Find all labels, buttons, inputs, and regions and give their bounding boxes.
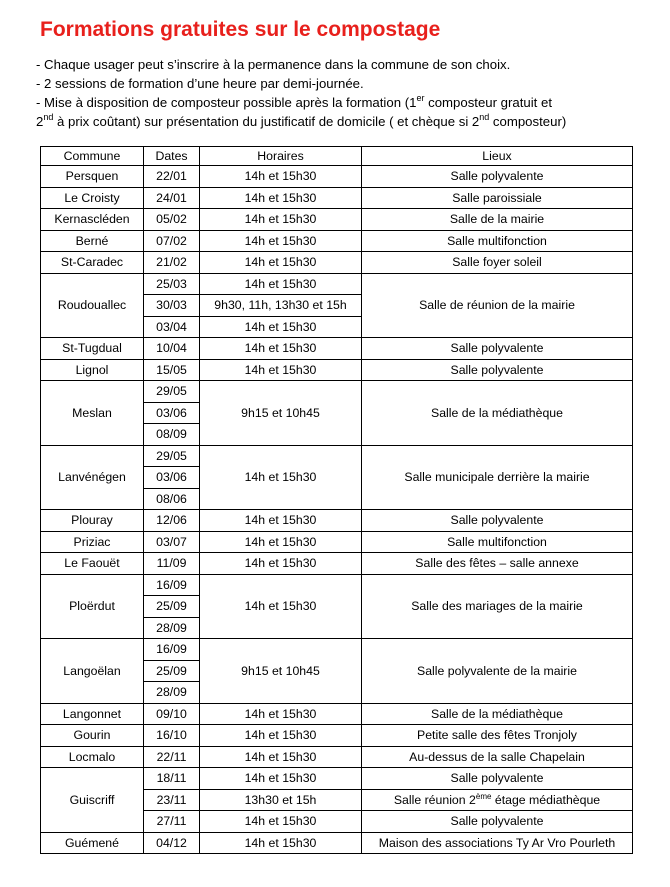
table-row <box>41 832 633 854</box>
date-cell: 27/11 <box>144 811 200 833</box>
intro-line: - 2 sessions de formation d’une heure par demi-journée. <box>36 76 364 91</box>
table-row <box>41 338 633 360</box>
lieu-cell: Salle polyvalente <box>362 768 633 790</box>
horaire-cell: 14h et 15h30 <box>200 359 362 381</box>
commune-cell: Locmalo <box>41 746 144 768</box>
table-row <box>41 209 633 231</box>
commune-cell: Le Faouët <box>41 553 144 575</box>
horaire-cell: 9h15 et 10h45 <box>200 639 362 704</box>
lieu-cell: Salle des fêtes – salle annexe <box>362 553 633 575</box>
horaire-cell: 14h et 15h30 <box>200 230 362 252</box>
column-header-lieux: Lieux <box>362 147 633 166</box>
table-row <box>41 725 633 747</box>
date-cell: 30/03 <box>144 295 200 317</box>
horaire-cell: 14h et 15h30 <box>200 531 362 553</box>
horaire-cell: 14h et 15h30 <box>200 273 362 295</box>
horaire-cell: 14h et 15h30 <box>200 832 362 854</box>
date-cell: 22/01 <box>144 166 200 188</box>
date-cell: 03/04 <box>144 316 200 338</box>
lieu-cell: Salle polyvalente <box>362 811 633 833</box>
date-cell: 29/05 <box>144 381 200 403</box>
table-row <box>41 252 633 274</box>
table-row <box>41 531 633 553</box>
commune-cell: Guémené <box>41 832 144 854</box>
commune-cell: Berné <box>41 230 144 252</box>
horaire-cell: 14h et 15h30 <box>200 209 362 231</box>
date-cell: 03/06 <box>144 467 200 489</box>
commune-cell: Le Croisty <box>41 187 144 209</box>
commune-cell: Lanvénégen <box>41 445 144 510</box>
commune-cell: Guiscriff <box>41 768 144 833</box>
commune-cell: Plouray <box>41 510 144 532</box>
table-row <box>41 553 633 575</box>
date-cell: 23/11 <box>144 789 200 811</box>
table-row <box>41 359 633 381</box>
intro-line: - Chaque usager peut s’inscrire à la permanence dans la commune de son choix. <box>36 57 511 72</box>
date-cell: 04/12 <box>144 832 200 854</box>
date-cell: 08/09 <box>144 424 200 446</box>
horaire-cell: 9h30, 11h, 13h30 et 15h <box>200 295 362 317</box>
date-cell: 18/11 <box>144 768 200 790</box>
horaire-cell: 14h et 15h30 <box>200 187 362 209</box>
date-cell: 08/06 <box>144 488 200 510</box>
commune-cell: Ploërdut <box>41 574 144 639</box>
commune-cell: St-Tugdual <box>41 338 144 360</box>
horaire-cell: 14h et 15h30 <box>200 338 362 360</box>
lieu-cell: Salle polyvalente <box>362 338 633 360</box>
table-row <box>41 445 633 467</box>
intro-line: - Mise à disposition de composteur possible après la formation (1er composteur gratuit et <box>36 93 552 110</box>
date-cell: 16/09 <box>144 639 200 661</box>
table-header-row <box>41 147 633 166</box>
lieu-cell: Petite salle des fêtes Tronjoly <box>362 725 633 747</box>
lieu-cell: Maison des associations Ty Ar Vro Pourleth <box>362 832 633 854</box>
table-row <box>41 187 633 209</box>
date-cell: 29/05 <box>144 445 200 467</box>
horaire-cell: 14h et 15h30 <box>200 316 362 338</box>
column-header-dates: Dates <box>144 147 200 166</box>
commune-cell: Langonnet <box>41 703 144 725</box>
lieu-cell: Salle multifonction <box>362 531 633 553</box>
date-cell: 15/05 <box>144 359 200 381</box>
horaire-cell: 14h et 15h30 <box>200 510 362 532</box>
lieu-cell: Salle polyvalente <box>362 166 633 188</box>
date-cell: 09/10 <box>144 703 200 725</box>
commune-cell: Roudouallec <box>41 273 144 338</box>
table-body <box>41 166 633 854</box>
commune-cell: Kernascléden <box>41 209 144 231</box>
lieu-cell: Salle municipale derrière la mairie <box>362 445 633 510</box>
lieu-cell: Salle paroissiale <box>362 187 633 209</box>
date-cell: 28/09 <box>144 682 200 704</box>
horaire-cell: 13h30 et 15h <box>200 789 362 811</box>
lieu-cell: Salle polyvalente <box>362 510 633 532</box>
horaire-cell: 14h et 15h30 <box>200 553 362 575</box>
commune-cell: Gourin <box>41 725 144 747</box>
date-cell: 25/09 <box>144 660 200 682</box>
table-row <box>41 230 633 252</box>
date-cell: 24/01 <box>144 187 200 209</box>
lieu-cell: Salle réunion 2ème étage médiathèque <box>362 789 633 811</box>
table-row <box>41 166 633 188</box>
schedule-table <box>40 146 633 854</box>
date-cell: 16/10 <box>144 725 200 747</box>
date-cell: 22/11 <box>144 746 200 768</box>
horaire-cell: 14h et 15h30 <box>200 725 362 747</box>
table-row <box>41 273 633 295</box>
date-cell: 21/02 <box>144 252 200 274</box>
commune-cell: St-Caradec <box>41 252 144 274</box>
horaire-cell: 14h et 15h30 <box>200 703 362 725</box>
commune-cell: Meslan <box>41 381 144 446</box>
horaire-cell: 9h15 et 10h45 <box>200 381 362 446</box>
table-row <box>41 510 633 532</box>
date-cell: 05/02 <box>144 209 200 231</box>
commune-cell: Priziac <box>41 531 144 553</box>
lieu-cell: Salle de réunion de la mairie <box>362 273 633 338</box>
column-header-horaires: Horaires <box>200 147 362 166</box>
lieu-cell: Salle polyvalente <box>362 359 633 381</box>
lieu-cell: Salle de la médiathèque <box>362 381 633 446</box>
horaire-cell: 14h et 15h30 <box>200 768 362 790</box>
horaire-cell: 14h et 15h30 <box>200 166 362 188</box>
lieu-cell: Au-dessus de la salle Chapelain <box>362 746 633 768</box>
horaire-cell: 14h et 15h30 <box>200 746 362 768</box>
horaire-cell: 14h et 15h30 <box>200 811 362 833</box>
lieu-cell: Salle des mariages de la mairie <box>362 574 633 639</box>
table-row <box>41 381 633 403</box>
column-header-commune: Commune <box>41 147 144 166</box>
horaire-cell: 14h et 15h30 <box>200 445 362 510</box>
date-cell: 07/02 <box>144 230 200 252</box>
table-row <box>41 574 633 596</box>
table-row <box>41 746 633 768</box>
date-cell: 28/09 <box>144 617 200 639</box>
intro-text <box>36 55 566 131</box>
date-cell: 25/09 <box>144 596 200 618</box>
horaire-cell: 14h et 15h30 <box>200 252 362 274</box>
date-cell: 03/07 <box>144 531 200 553</box>
lieu-cell: Salle de la médiathèque <box>362 703 633 725</box>
commune-cell: Persquen <box>41 166 144 188</box>
table-row <box>41 639 633 661</box>
lieu-cell: Salle polyvalente de la mairie <box>362 639 633 704</box>
lieu-cell: Salle de la mairie <box>362 209 633 231</box>
table-row <box>41 703 633 725</box>
date-cell: 16/09 <box>144 574 200 596</box>
intro-line: 2nd à prix coûtant) sur présentation du justificatif de domicile ( et chèque si 2nd composteur) <box>36 112 567 129</box>
commune-cell: Lignol <box>41 359 144 381</box>
lieu-cell: Salle foyer soleil <box>362 252 633 274</box>
lieu-cell: Salle multifonction <box>362 230 633 252</box>
date-cell: 12/06 <box>144 510 200 532</box>
page-title: Formations gratuites sur le compostage <box>40 18 441 41</box>
date-cell: 10/04 <box>144 338 200 360</box>
table-row <box>41 768 633 790</box>
commune-cell: Langoëlan <box>41 639 144 704</box>
date-cell: 11/09 <box>144 553 200 575</box>
date-cell: 25/03 <box>144 273 200 295</box>
date-cell: 03/06 <box>144 402 200 424</box>
horaire-cell: 14h et 15h30 <box>200 574 362 639</box>
